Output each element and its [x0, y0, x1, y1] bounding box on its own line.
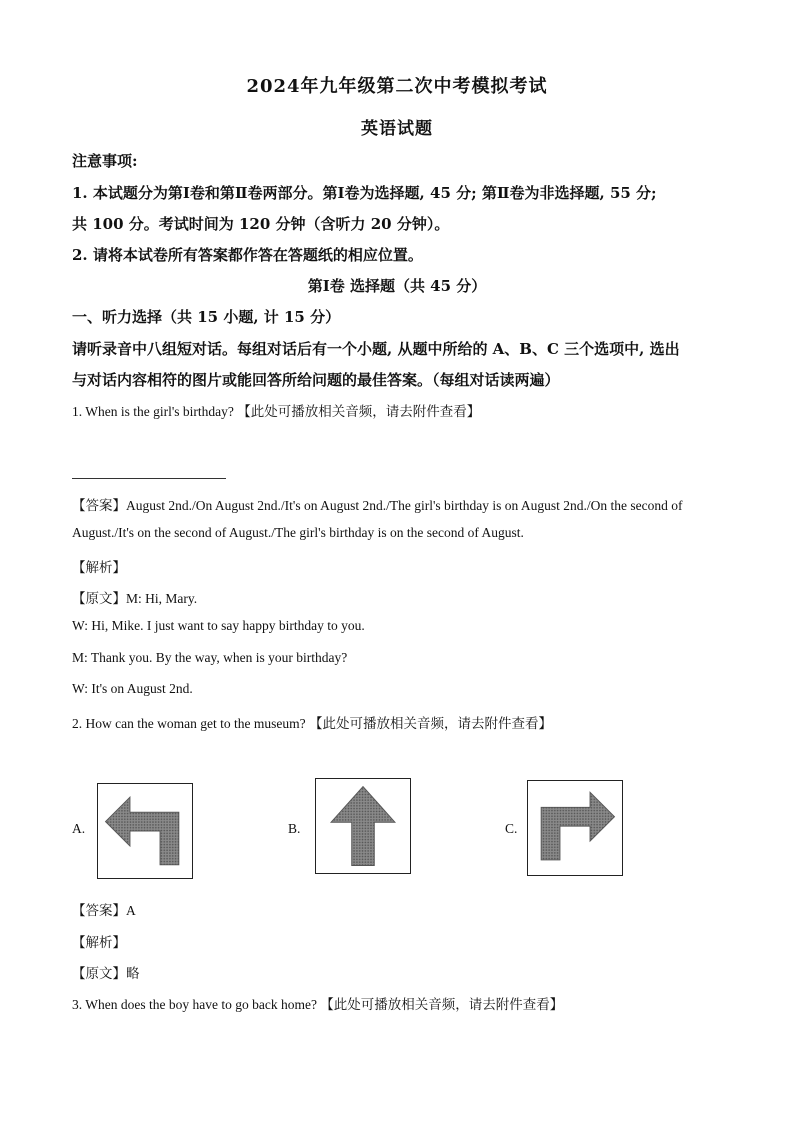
q2-question: 2. How can the woman get to the museum? 【此处可播放相关音频，请去附件查看】	[72, 716, 552, 731]
q1-answer-a: 【答案】August 2nd./On August 2nd./It's on August 2nd./The girl's birthday is on August 2nd./On the second of	[72, 498, 683, 513]
q3-question: 3. When does the boy have to go back home? 【此处可播放相关音频，请去附件查看】	[72, 997, 564, 1012]
q1-transcript-3: M: Thank you. By the way, when is your birthday?	[72, 650, 348, 665]
q2-option-a-label: A.	[72, 821, 86, 836]
q1-answer-b: August./It's on the second of August./The girl's birthday is on the second of August.	[72, 525, 524, 540]
turn-right-arrow-icon	[528, 781, 622, 875]
exam-title: 2024年九年级第二次中考模拟考试	[246, 76, 548, 97]
q2-analysis: 【解析】	[72, 935, 126, 950]
q2-transcript: 【原文】略	[72, 966, 140, 981]
straight-arrow-icon	[316, 779, 410, 873]
q2-answer: 【答案】A	[72, 903, 136, 918]
q2-option-a-image[interactable]	[97, 783, 193, 879]
notes-heading: 注意事项:	[72, 152, 138, 170]
q1-analysis: 【解析】	[72, 560, 126, 575]
part-title: 第Ⅰ卷 选择题（共 45 分）	[307, 277, 487, 295]
section-instruction-b: 与对话内容相符的图片或能回答所给问题的最佳答案。（每组对话读两遍）	[72, 371, 560, 389]
notes-item-1b: 共 100 分。考试时间为 120 分钟（含听力 20 分钟）。	[72, 215, 450, 233]
q2-option-c-image[interactable]	[527, 780, 623, 876]
answer-divider	[72, 478, 226, 479]
q1-question: 1. When is the girl's birthday? 【此处可播放相关音频，请去附件查看】	[72, 404, 481, 419]
q2-option-b-image[interactable]	[315, 778, 411, 874]
section-instruction-a: 请听录音中八组短对话。每组对话后有一个小题, 从题中所给的 A、B、C 三个选项中, 选出	[72, 340, 680, 358]
exam-subtitle: 英语试题	[361, 119, 433, 139]
section-heading: 一、听力选择（共 15 小题, 计 15 分）	[72, 308, 341, 326]
q1-transcript-4: W: It's on August 2nd.	[72, 681, 193, 696]
q2-option-c-label: C.	[505, 821, 518, 836]
notes-item-2: 2. 请将本试卷所有答案都作答在答题纸的相应位置。	[72, 246, 423, 264]
notes-item-1a: 1. 本试题分为第Ⅰ卷和第Ⅱ卷两部分。第Ⅰ卷为选择题, 45 分; 第Ⅱ卷为非选择题, 55 分;	[72, 184, 657, 202]
q1-transcript-1: 【原文】M: Hi, Mary.	[72, 591, 198, 606]
turn-left-arrow-icon	[98, 784, 192, 878]
q2-option-b-label: B.	[288, 821, 301, 836]
q1-transcript-2: W: Hi, Mike. I just want to say happy birthday to you.	[72, 618, 365, 633]
